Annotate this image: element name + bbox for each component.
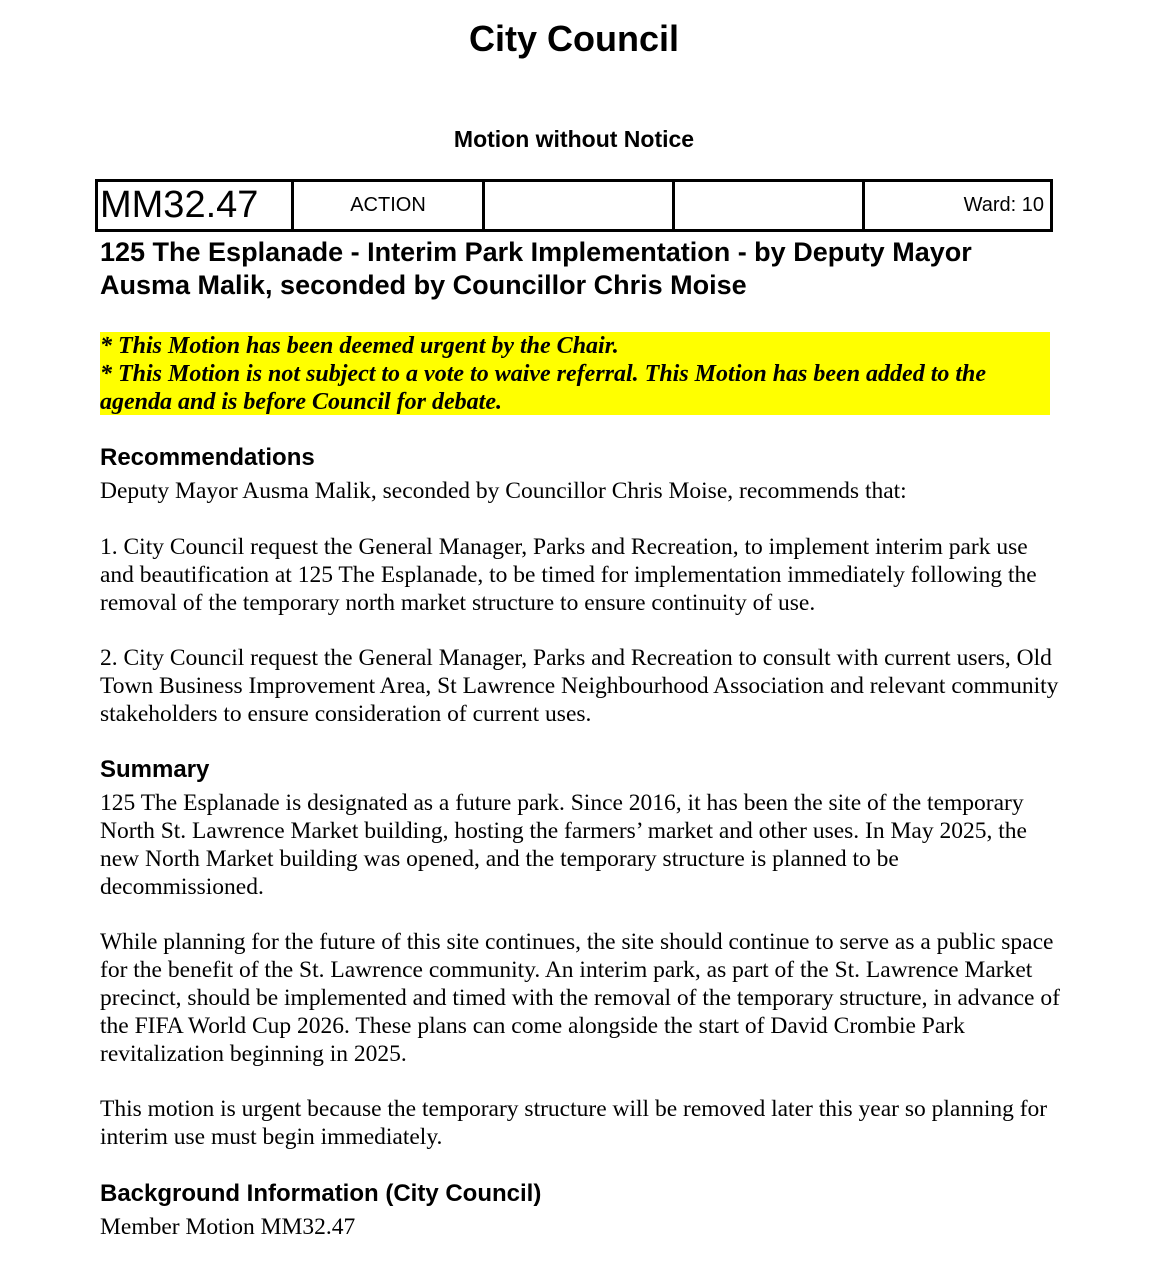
urgent-notice-line: * This Motion is not subject to a vote to waive referral. This Motion has been added to the <box>100 361 987 387</box>
recommendations-intro: Deputy Mayor Ausma Malik, seconded by Councillor Chris Moise, recommends that: <box>100 478 907 504</box>
item-info-table <box>95 179 1053 232</box>
summary-paragraph-3: This motion is urgent because the temporary structure will be removed later this year so planning for interim use must begin immediately. <box>100 1096 1048 1150</box>
action-cell: ACTION <box>294 182 485 229</box>
urgent-notice <box>100 332 1050 415</box>
recommendations-heading: Recommendations <box>100 444 315 471</box>
background-text: Member Motion MM32.47 <box>100 1214 356 1240</box>
blank-cell-2 <box>675 182 865 229</box>
summary-heading: Summary <box>100 756 210 783</box>
motion-type-heading: Motion without Notice <box>453 126 695 152</box>
blank-cell-1 <box>485 182 675 229</box>
summary-paragraph-1: 125 The Esplanade is designated as a future park. Since 2016, it has been the site of the temporary North St. Lawrence Market building, hosting the farmers’ market and other uses. In May 2025, the new North Market building was opened, and the temporary structure is planned to be decommissioned. <box>100 790 1027 900</box>
background-heading: Background Information (City Council) <box>100 1180 542 1207</box>
item-title: 125 The Esplanade - Interim Park Implementation - by Deputy Mayor Ausma Malik, seconded by Councillor Chris Moise <box>100 237 972 300</box>
summary-paragraph-2: While planning for the future of this site continues, the site should continue to serve as a public space for the benefit of the St. Lawrence community. An interim park, as part of the St. Lawrence Market precinct, should be implemented and timed with the removal of the temporary structure, in advance of the FIFA World Cup 2026. These plans can come alongside the start of David Crombie Park revitalization beginning in 2025. <box>100 929 1060 1067</box>
item-id-cell: MM32.47 <box>98 182 294 229</box>
recommendation-item-2: 2. City Council request the General Manager, Parks and Recreation to consult with current users, Old Town Business Improvement Area, St Lawrence Neighbourhood Association and relevant community stakeholders to ensure consideration of current uses. <box>100 645 1059 727</box>
recommendation-item-1: 1. City Council request the General Manager, Parks and Recreation, to implement interim park use and beautification at 125 The Esplanade, to be timed for implementation immediately following the removal of the temporary north market structure to ensure continuity of use. <box>100 534 1037 616</box>
ward-cell: Ward: 10 <box>963 194 1044 216</box>
urgent-notice-line: * This Motion has been deemed urgent by the Chair. <box>100 333 619 359</box>
urgent-notice-line: agenda and is before Council for debate. <box>100 389 502 415</box>
page-title: City Council <box>468 18 679 59</box>
